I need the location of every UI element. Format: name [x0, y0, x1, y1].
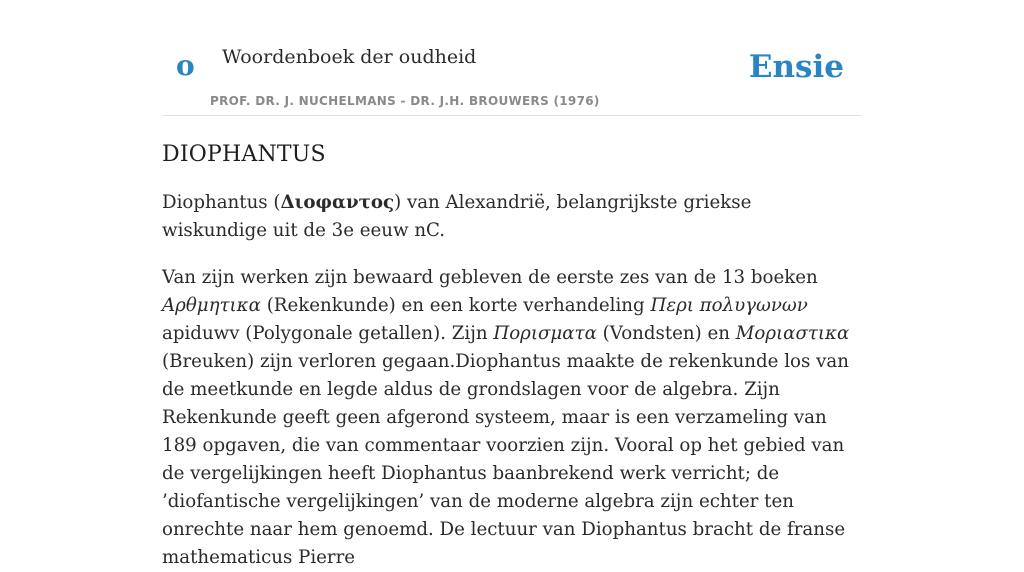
header: [162, 0, 862, 116]
paragraph-text: apiduwv (Polygonale getallen). Zijn: [162, 323, 494, 344]
greek-title-arithmetica: Αρθμητικα: [162, 295, 261, 316]
paragraph-text: (Breuken) zijn verloren gegaan.Diophantus maakte de rekenkunde los van de meetkunde en legde aldus de grondslagen voor de algebra. Zijn Rekenkunde geeft geen afgerond systeem, maar is een verzameling van 189 opgaven, die van commentaar voorzien zijn. Vooral op het gebied van de vergelijkingen heeft Diophantus baanbrekend werk verricht; de ’diofantische vergelijkingen’ van de moderne algebra zijn echter ten onrechte naar hem genoemd. De lectuur van Diophantus bracht de franse mathematicus Pierre: [162, 351, 849, 568]
entry-title: DIOPHANTUS: [162, 142, 326, 167]
greek-title-moriastika: Μοριαστικα: [735, 323, 850, 344]
greek-name: Διοφαντος: [280, 192, 395, 213]
page: [162, 0, 862, 572]
greek-title-polygonal: Περι πολυγωνων: [650, 295, 808, 316]
book-title-link[interactable]: Woordenboek der oudheid: [222, 46, 477, 68]
entry-paragraph-1: [162, 189, 862, 245]
paragraph-text: Van zijn werken zijn bewaard gebleven de eerste zes van de 13 boeken: [162, 267, 818, 288]
greek-title-porismata: Πορισματα: [493, 323, 597, 344]
paragraph-text: Diophantus (: [162, 192, 281, 213]
book-authors: PROF. DR. J. NUCHELMANS - DR. J.H. BROUWERS (1976): [210, 94, 600, 108]
paragraph-text: (Vondsten) en: [596, 323, 736, 344]
book-logo[interactable]: o: [176, 49, 195, 82]
entry-paragraph-2: [162, 264, 862, 572]
ensie-logo-link[interactable]: Ensie: [748, 49, 844, 85]
paragraph-text: (Rekenkunde) en een korte verhandeling: [260, 295, 651, 316]
paragraph-text: ) van Alexandrië, belangrijkste griekse wiskundige uit de 3e eeuw nC.: [162, 192, 752, 241]
